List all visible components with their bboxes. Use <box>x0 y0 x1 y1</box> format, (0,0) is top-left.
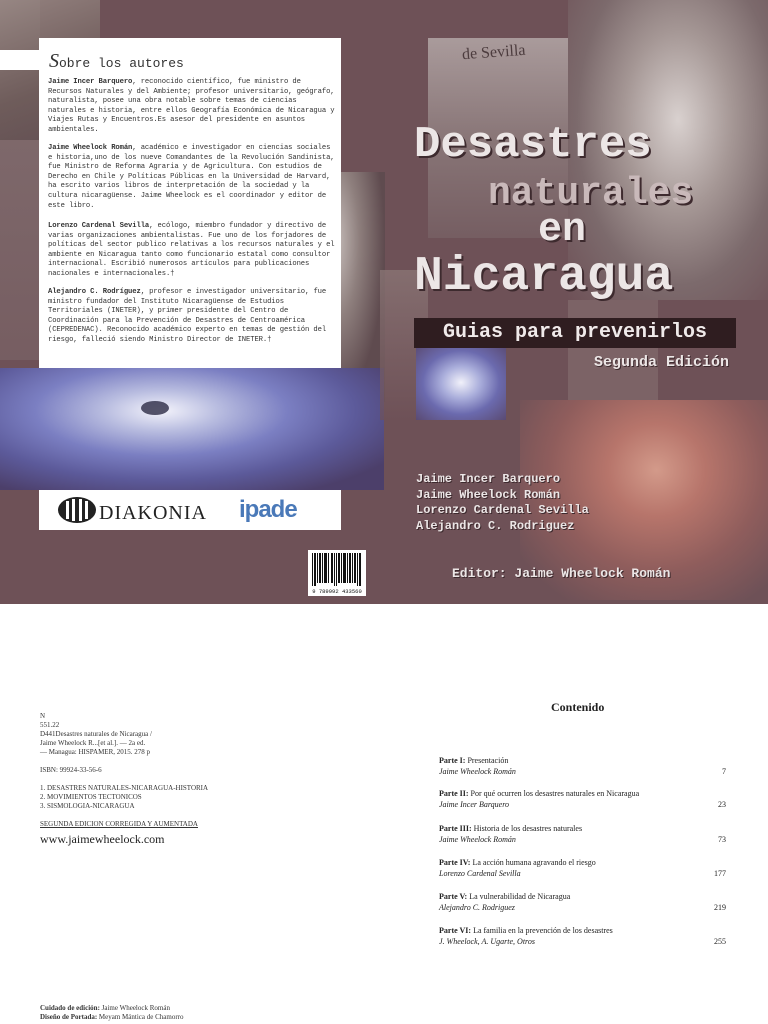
catalog-credits <box>40 712 340 847</box>
toc-title: Por qué ocurren los desastres naturales en Nicaragua <box>468 789 640 798</box>
cover-subtitle: Guias para prevenirlos <box>442 321 708 344</box>
catalog-line: — Managua: HISPAMER, 2015. 278 p <box>40 748 150 756</box>
ipade-logo-text: ipade <box>239 496 297 523</box>
toc-part: Parte IV: <box>439 858 471 867</box>
cover-authors <box>416 472 589 534</box>
cover-author: Jaime Incer Barquero <box>416 472 561 486</box>
author-bio <box>48 288 338 346</box>
diakonia-logo-text: DIAKONIA <box>99 502 207 524</box>
toc-author: J. Wheelock, A. Ugarte, Otros <box>439 936 535 946</box>
credit-label: Cuidado de edición: <box>40 1004 100 1012</box>
toc-page-number: 7 <box>722 766 726 776</box>
toc-part: Parte III: <box>439 824 472 833</box>
toc-page-number: 255 <box>714 936 726 946</box>
credit-label: Diseño de Portada: <box>40 1013 98 1021</box>
toc-entry[interactable] <box>439 858 726 879</box>
subject-line: 1. DESASTRES NATURALES-NICARAGUA-HISTORIA <box>40 784 209 792</box>
cover-author: Lorenzo Cardenal Sevilla <box>416 503 589 517</box>
catalog-line: N <box>40 712 46 720</box>
toc-page-number: 219 <box>714 902 726 912</box>
barcode <box>308 550 366 596</box>
author-bio-name: Lorenzo Cardenal Sevilla <box>48 222 150 230</box>
author-bio <box>48 78 338 136</box>
cover-title-line: naturales <box>488 172 694 215</box>
subtitle-bar <box>414 318 736 348</box>
credit-line <box>40 1013 340 1022</box>
hurricane-eye-icon <box>0 368 384 490</box>
toc-author: Jaime Wheelock Román <box>439 834 516 844</box>
contents-title: Contenido <box>551 700 605 714</box>
toc-entry[interactable] <box>439 824 726 845</box>
sponsor-logos <box>39 490 341 530</box>
satellite-photo <box>416 345 506 420</box>
toc-page-number: 73 <box>718 834 726 844</box>
author-bio-text: , académico e investigador en ciencias sociales e historia,uno de los nueve Comandantes de la Revolución Sandinista, fue Ministro de Reforma Agraria y de Agricultura. Con estudios de Derecho en Chile y Políticas Públicas en la Universidad de Harvard, ha escrito varios libros de interpretación de la sociedad y la cultura nicaragüense. Jaime Wheelock es el coordinador y editor de este libro. <box>48 144 335 210</box>
toc-title: Historia de los desastres naturales <box>471 824 583 833</box>
diakonia-logo-icon <box>57 496 97 524</box>
toc-entry[interactable] <box>439 789 726 810</box>
toc-author: Alejandro C. Rodriguez <box>439 902 515 912</box>
author-bio-text: , reconocido científico, fue ministro de Recursos Naturales y del Ambiente; profesor universitario, geógrafo, naturalista, posee una obra notable sobre temas de ciencias naturales e historia, entre ellos Geografía Económica de Nicaragua y Viajes Rutas y Encuentros.Es asesor del presidente en asuntos ambientales. <box>48 78 335 134</box>
toc-entry[interactable] <box>439 926 726 947</box>
toc-author: Lorenzo Cardenal Sevilla <box>439 868 521 878</box>
subject-line: 3. SISMOLOGIA-NICARAGUA <box>40 802 135 810</box>
author-bio-name: Alejandro C. Rodríguez <box>48 288 141 296</box>
cover-author: Jaime Wheelock Román <box>416 487 561 502</box>
credit-value: Meyam Mántica de Chamorro <box>97 1013 184 1021</box>
cover-edition: Segunda Edición <box>594 354 730 371</box>
toc-page-number: 23 <box>718 799 726 809</box>
credit-value: Jaime Wheelock Román <box>99 1004 170 1012</box>
author-bio-text: , ecólogo, miembro fundador y directivo de varias organizaciones ambientalistas. Fue uno de los forjadores de políticas del sector publico relativas a los recursos naturales y el ambiente en Nicaragua tanto como funcionario estatal como consultor internacional. Escribió numerosos artículos para publicaciones nacionales e internacionales.† <box>48 222 335 278</box>
author-bio <box>48 144 338 211</box>
toc-title: La acción humana agravando el riesgo <box>470 858 596 867</box>
toc-title: La vulnerabilidad de Nicaragua <box>467 892 571 901</box>
cover-author: Alejandro C. Rodriguez <box>416 518 575 533</box>
heading-rest: obre los autores <box>59 56 184 71</box>
cover-title-line: Desastres <box>414 120 652 170</box>
credit-line <box>40 1004 340 1013</box>
catalog-line: Jaime Wheelock R...[et al.]. — 2a ed. <box>40 739 146 747</box>
heading-initial: S <box>49 50 59 72</box>
author-bio-text: , profesor e investigador universitario, fue ministro fundador del Instituto Nicaragüense de Estudios Territoriales (INETER), y primer presidente del Centro de Coordinación para la Prevención de Desastres de Centroamérica (CEPREDENAC). Reconocido académico experto en temas de gestión del riesgo, falleció siendo Ministro Director de INETER.† <box>48 288 327 344</box>
toc-title: Presentación <box>465 756 509 765</box>
toc-entry[interactable] <box>439 892 726 913</box>
cover-title-line: en <box>538 208 587 253</box>
toc-part: Parte I: <box>439 756 466 765</box>
toc-author: Jaime Wheelock Román <box>439 766 516 776</box>
toc-part: Parte V: <box>439 892 468 901</box>
toc-entry[interactable] <box>439 756 726 777</box>
design-credits <box>40 1004 340 1022</box>
photo-sign-text: de Sevilla <box>461 41 527 64</box>
toc-part: Parte VI: <box>439 926 472 935</box>
catalog-line: 551.22 <box>40 721 60 729</box>
subject-line: 2. MOVIMIENTOS TECTONICOS <box>40 793 142 801</box>
website-link[interactable]: www.jaimewheelock.com <box>40 832 165 846</box>
toc-author: Jaime Incer Barquero <box>439 799 510 809</box>
author-bio <box>48 222 338 280</box>
toc-part: Parte II: <box>439 789 469 798</box>
hurricane-photo <box>0 368 384 490</box>
about-authors-box <box>39 38 341 368</box>
barcode-number: 9 789992 433560 <box>312 588 362 595</box>
toc-page-number: 177 <box>714 868 726 878</box>
author-bio-name: Jaime Incer Barquero <box>48 78 133 86</box>
edition-note: SEGUNDA EDICION CORREGIDA Y AUMENTADA <box>40 820 198 828</box>
catalog-line: D441Desastres naturales de Nicaragua / <box>40 730 152 738</box>
cover-title-line: Nicaragua <box>414 250 674 304</box>
ash-cloud-photo <box>568 300 658 400</box>
about-authors-heading <box>49 50 184 73</box>
author-bio-name: Jaime Wheelock Román <box>48 144 133 152</box>
toc-title: La familia en la prevención de los desastres <box>471 926 613 935</box>
cover-editor: Editor: Jaime Wheelock Román <box>452 566 671 581</box>
isbn: ISBN: 99924-33-56-6 <box>40 766 102 774</box>
barcode-icon <box>308 550 366 588</box>
